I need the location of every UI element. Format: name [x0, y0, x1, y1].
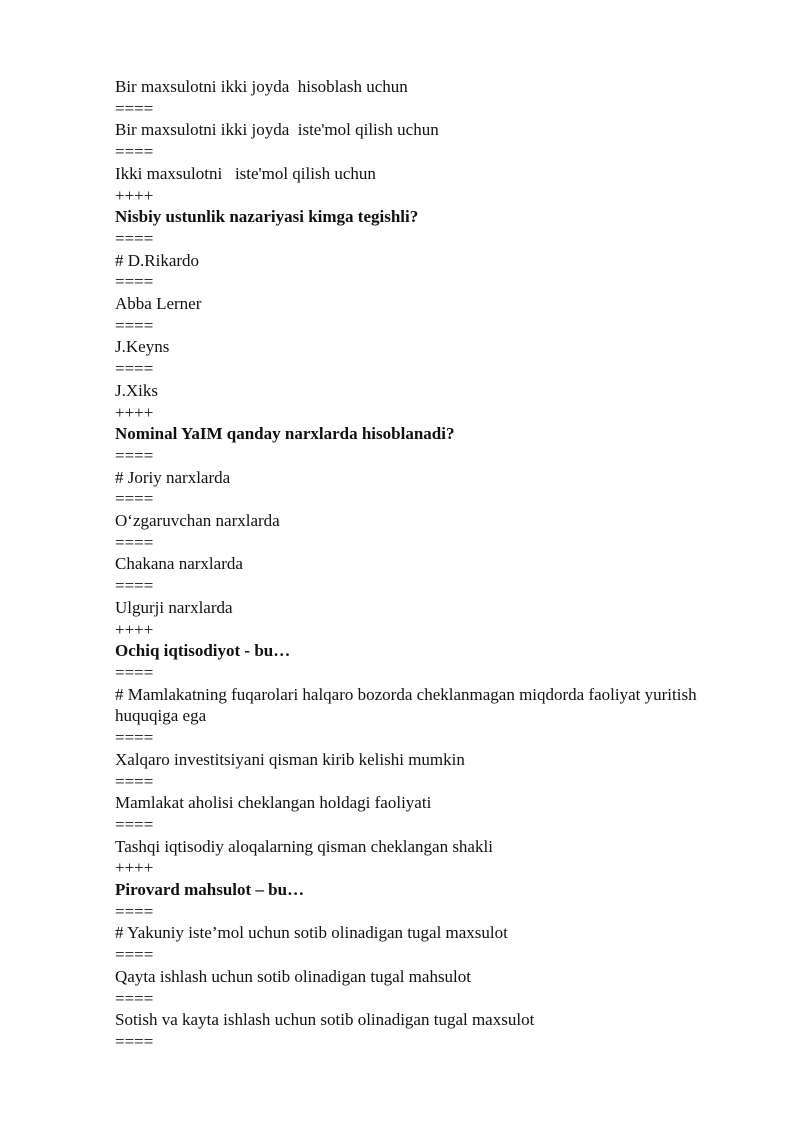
question-heading: Nominal YaIM qanday narxlarda hisoblanadi? — [115, 424, 455, 444]
answer-option: Abba Lerner — [115, 294, 202, 314]
question-separator: ++++ — [115, 185, 154, 205]
correct-answer-option: # D.Rikardo — [115, 250, 200, 270]
answer-option: O‘zgaruvchan narxlarda — [115, 511, 280, 531]
option-separator: ==== — [115, 532, 154, 552]
answer-option: Tashqi iqtisodiy aloqalarning qisman cheklangan shakli — [115, 836, 493, 856]
answer-option: Ulgurji narxlarda — [115, 597, 233, 617]
option-separator: ==== — [115, 445, 154, 465]
document-page — [115, 76, 715, 1053]
question-separator: ++++ — [115, 402, 154, 422]
answer-option: Qayta ishlash uchun sotib olinadigan tugal mahsulot — [115, 966, 472, 986]
option-separator: ==== — [115, 945, 154, 965]
answer-option: Ikki maxsulotni iste'mol qilish uchun — [115, 163, 376, 183]
option-separator: ==== — [115, 576, 154, 596]
answer-option: J.Keyns — [115, 337, 170, 357]
option-separator: ==== — [115, 988, 154, 1008]
question-separator: ++++ — [115, 858, 154, 878]
option-separator: ==== — [115, 142, 154, 162]
option-separator: ==== — [115, 1031, 154, 1051]
correct-answer-option: # Yakuniy iste’mol uchun sotib olinadigan tugal maxsulot — [115, 923, 508, 943]
answer-option: Xalqaro investitsiyani qisman kirib kelishi mumkin — [115, 749, 465, 769]
answer-option: Bir maxsulotni ikki joyda iste'mol qilish uchun — [115, 120, 439, 140]
question-separator: ++++ — [115, 619, 154, 639]
option-separator: ==== — [115, 662, 154, 682]
option-separator: ==== — [115, 489, 154, 509]
answer-option: Bir maxsulotni ikki joyda hisoblash uchun — [115, 77, 408, 96]
option-separator: ==== — [115, 728, 154, 748]
question-heading: Ochiq iqtisodiyot - bu… — [115, 641, 291, 661]
option-separator: ==== — [115, 771, 154, 791]
question-heading: Nisbiy ustunlik nazariyasi kimga tegishli? — [115, 207, 419, 227]
option-separator: ==== — [115, 228, 154, 248]
option-separator: ==== — [115, 901, 154, 921]
option-separator: ==== — [115, 359, 154, 379]
option-separator: ==== — [115, 315, 154, 335]
answer-option: Chakana narxlarda — [115, 554, 243, 574]
answer-option: Sotish va kayta ishlash uchun sotib olinadigan tugal maxsulot — [115, 1010, 535, 1030]
correct-answer-option: # Joriy narxlarda — [115, 467, 231, 487]
option-separator: ==== — [115, 814, 154, 834]
answer-option: J.Xiks — [115, 380, 158, 400]
option-separator: ==== — [115, 272, 154, 292]
question-heading: Pirovard mahsulot – bu… — [115, 880, 305, 900]
answer-option: Mamlakat aholisi cheklangan holdagi faoliyati — [115, 793, 432, 813]
correct-answer-option: # Mamlakatning fuqarolari halqaro bozorda cheklanmagan miqdorda faoliyat yuritish huquqiga ega — [115, 684, 701, 726]
option-separator: ==== — [115, 98, 154, 118]
